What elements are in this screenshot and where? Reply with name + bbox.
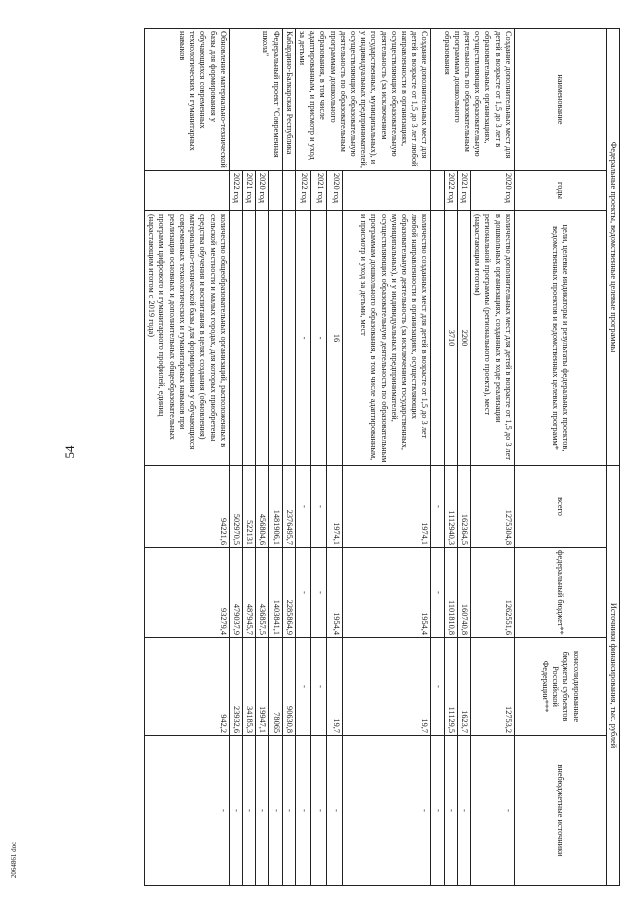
cell-consolidated: 90630,8	[282, 638, 295, 736]
row-year: 2021 год	[242, 171, 255, 211]
row-name: Кабардино-Балкарская Республика	[282, 29, 295, 171]
table-row	[342, 29, 431, 886]
header-group-funding: Источники финансирования, тыс. рублей	[606, 466, 619, 886]
cell-consolidated: 19,7	[342, 638, 431, 736]
row-year: 2020 год	[470, 171, 514, 211]
header-consolidated: консолидированные бюджеты субъектов Российской Федерации***	[514, 638, 606, 736]
cell-offbudget: -	[229, 736, 242, 886]
cell-offbudget: -	[444, 736, 457, 886]
cell-total: 456804,6	[256, 466, 269, 548]
cell-total: 1974,1	[327, 466, 343, 548]
row-target: -	[311, 211, 327, 466]
cell-federal: -	[311, 548, 327, 638]
cell-total: 1112940,3	[444, 466, 457, 548]
cell-federal: 1403841,1	[269, 548, 282, 638]
header-federal: федеральный бюджет**	[514, 548, 606, 638]
cell-consolidated: 19947,1	[256, 638, 269, 736]
cell-federal: -	[431, 548, 444, 638]
cell-offbudget: -	[295, 736, 311, 886]
row-year: 2020 год	[327, 171, 343, 211]
cell-federal: 1101810,8	[444, 548, 457, 638]
row-year	[431, 171, 444, 211]
cell-offbudget: -	[256, 736, 269, 886]
cell-consolidated: 19,7	[327, 638, 343, 736]
row-target	[242, 211, 255, 466]
row-indicator: количество дополнительных мест для детей в возрасте от 1,5 до 3 лет в дошкольных организациях, созданных в ходе реализации региональной программы (регионального проекта), мест (нарастающим итогом)	[470, 211, 514, 466]
cell-offbudget: -	[269, 736, 282, 886]
cell-federal: 2285864,9	[282, 548, 295, 638]
cell-consolidated: -	[431, 638, 444, 736]
row-target: 16	[327, 211, 343, 466]
cell-federal: 487945,7	[242, 548, 255, 638]
row-indicator: количество созданных мест для детей в возрасте от 1,5 до 3 лет любой направленности в организациях, осуществляющих образовательную деятельность (за исключением государственных, муниципальных), и у индивидуальных предпринимателей, осуществляющих образовательную деятельность по образовательным программам дошкольного образования, в том числе адаптированным, и присмотр и уход за детьми, мест	[342, 211, 431, 466]
cell-offbudget: -	[311, 736, 327, 886]
row-target: 2200	[457, 211, 470, 466]
table-row	[145, 29, 230, 886]
cell-offbudget: -	[470, 736, 514, 886]
cell-total: 2376495,7	[282, 466, 295, 548]
cell-federal: 160740,8	[457, 548, 470, 638]
cell-consolidated: 11129,5	[444, 638, 457, 736]
cell-federal: 1262551,6	[470, 548, 514, 638]
header-name: наименование	[514, 29, 606, 171]
cell-offbudget: -	[457, 736, 470, 886]
cell-total: -	[295, 466, 311, 548]
row-name: Создание дополнительных мест для детей в возрасте от 1,5 до 3 лет в образовательных организациях, осуществляющих образовательную деятельность по образовательным программам дошкольного образования	[431, 29, 514, 171]
cell-federal: -	[295, 548, 311, 638]
row-name: Федеральный проект "Современная школа"	[229, 29, 282, 171]
cell-consolidated: -	[295, 638, 311, 736]
row-year: 2022 год	[229, 171, 242, 211]
row-name: Обновление материально-технической базы для формирования у обучающихся современных технологических и гуманитарных навыков	[145, 29, 230, 171]
cell-federal: 93279,4	[145, 548, 230, 638]
row-target	[431, 211, 444, 466]
cell-total: 1275304,8	[470, 466, 514, 548]
row-year	[145, 171, 230, 211]
row-target	[282, 211, 295, 466]
cell-offbudget: -	[145, 736, 230, 886]
row-year: 2020 год	[256, 171, 269, 211]
cell-total: 1974,1	[342, 466, 431, 548]
cell-federal: 436857,5	[256, 548, 269, 638]
header-goals: цели, целевые индикаторы и результаты федеральных проектов, ведомственных проектов и ведомственных целевых программ*	[514, 211, 606, 466]
header-row-columns	[514, 29, 606, 886]
cell-total: 502970,5	[229, 466, 242, 548]
cell-total: -	[431, 466, 444, 548]
cell-federal: 1954,4	[342, 548, 431, 638]
cell-total: 162364,5	[457, 466, 470, 548]
cell-offbudget: -	[242, 736, 255, 886]
table-row	[470, 29, 514, 886]
cell-consolidated: 34185,3	[242, 638, 255, 736]
cell-consolidated: 23932,6	[229, 638, 242, 736]
header-total: всего	[514, 466, 606, 548]
cell-total: 522131	[242, 466, 255, 548]
row-year: 2022 год	[444, 171, 457, 211]
cell-total: -	[311, 466, 327, 548]
cell-consolidated: 1623,7	[457, 638, 470, 736]
header-offbudget: внебюджетные источники	[514, 736, 606, 886]
row-year: 2022 год	[295, 171, 311, 211]
header-row-groups	[606, 29, 619, 886]
row-target	[229, 211, 242, 466]
footer-doc-code: 2064861 doc	[10, 841, 18, 879]
table-row	[269, 29, 282, 886]
cell-consolidated: -	[311, 638, 327, 736]
cell-total: 1481906,1	[269, 466, 282, 548]
cell-offbudget: -	[342, 736, 431, 886]
cell-consolidated: 12753,2	[470, 638, 514, 736]
row-indicator: количество общеобразовательных организаций, расположенных в сельской местности и малых городах, для которых приобретены средства обучения и воспитания в целях создания (обновления) материально-технической базы для формирования у обучающихся современных технологических и гуманитарных навыков при реализации основных и дополнительных общеобразовательных программ цифрового и гуманитарного профилей, единиц (нарастающим итогом с 2019 года)	[145, 211, 230, 466]
header-group-projects: Федеральные проекты, ведомственные целевые программы	[606, 29, 619, 466]
cell-total: 94221,6	[145, 466, 230, 548]
cell-offbudget: -	[282, 736, 295, 886]
row-year: 2021 год	[311, 171, 327, 211]
row-year	[282, 171, 295, 211]
cell-federal: 479037,9	[229, 548, 242, 638]
cell-offbudget: -	[431, 736, 444, 886]
header-years: годы	[514, 171, 606, 211]
row-target: -	[295, 211, 311, 466]
cell-federal: 1954,4	[327, 548, 343, 638]
table-row	[282, 29, 295, 886]
cell-consolidated: 78065	[269, 638, 282, 736]
row-target: 3710	[444, 211, 457, 466]
row-year	[342, 171, 431, 211]
row-target	[269, 211, 282, 466]
row-name: Создание дополнительных мест для детей в возрасте от 1,5 до 3 лет любой направленности в организациях, осуществляющих образовательную деятельность (за исключением государственных, муниципальных), и у индивидуальных предпринимателей, осуществляющих образовательную деятельность по образовательным программам дошкольного образования, в том числе адаптированным, и присмотр и уход за детьми	[295, 29, 431, 171]
page-number: 54	[62, 445, 77, 459]
rotated-table-page	[32, 28, 620, 885]
cell-offbudget: -	[327, 736, 343, 886]
row-target	[256, 211, 269, 466]
cell-consolidated: 942,2	[145, 638, 230, 736]
program-funding-table	[144, 28, 620, 886]
row-year	[269, 171, 282, 211]
row-year: 2021 год	[457, 171, 470, 211]
